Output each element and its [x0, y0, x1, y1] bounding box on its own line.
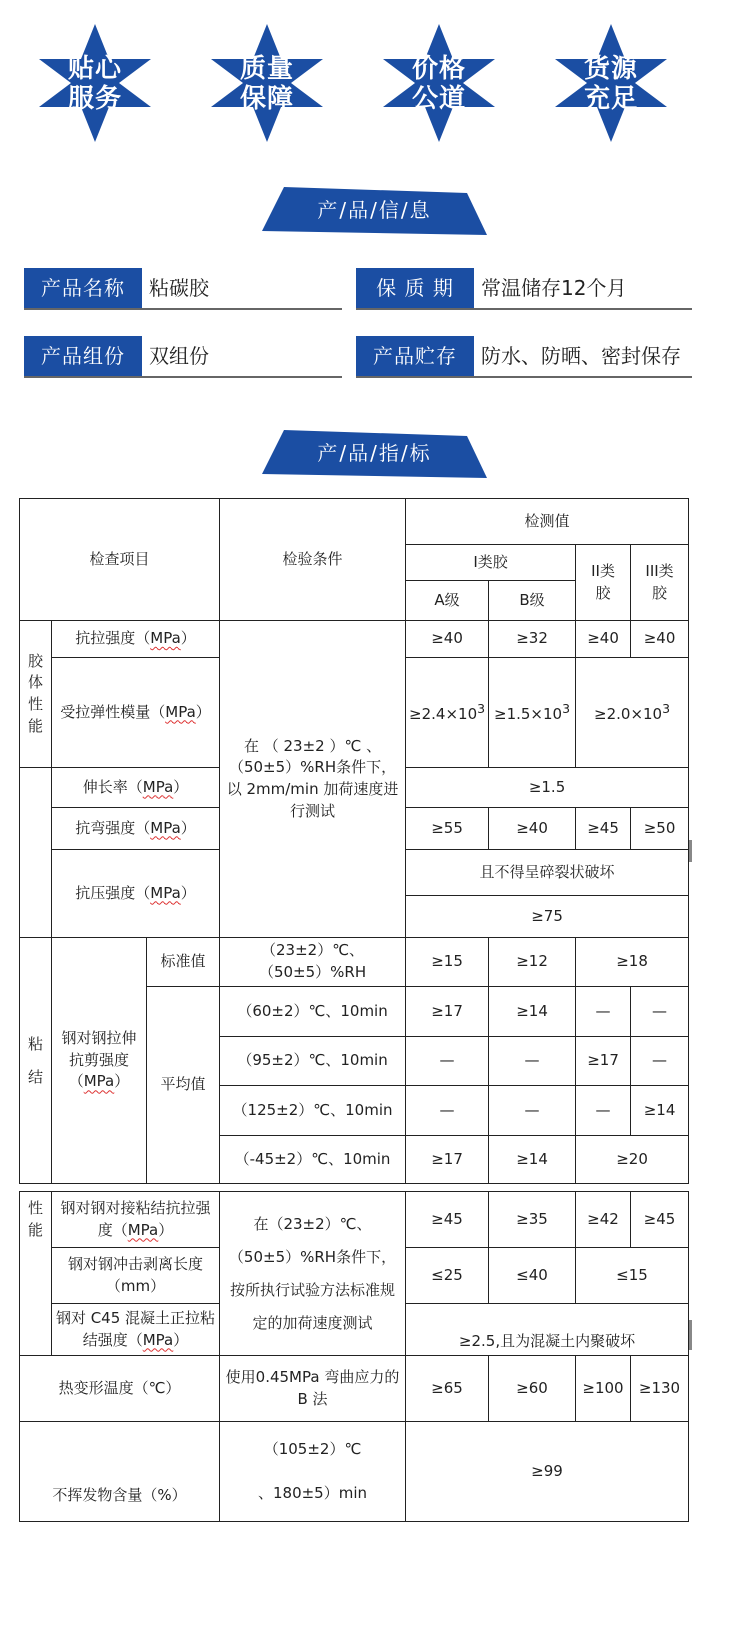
spec-table-1	[19, 498, 689, 1184]
header-class1: I类胶	[406, 545, 576, 581]
header-class3: III类胶	[631, 545, 689, 621]
item-butt-tensile: 钢对钢对接粘结抗拉强度（MPa）	[52, 1192, 220, 1248]
condition-95: （95±2）℃、10min	[220, 1037, 406, 1086]
value-cell: —	[406, 1086, 489, 1136]
value-cell: ≥14	[489, 987, 576, 1037]
section-banner-info	[262, 185, 487, 237]
value-cell: —	[631, 1037, 689, 1086]
badge-price: 价格 公道	[380, 24, 498, 142]
badge-service: 贴心 服务	[36, 24, 154, 142]
category-body-cont	[20, 768, 52, 938]
item-bending: 抗弯强度（MPa）	[52, 808, 220, 850]
value-cell: —	[489, 1037, 576, 1086]
value-cell: $\ge 2.4\times 10^3$	[406, 658, 489, 768]
value-cell: ≥40	[489, 808, 576, 850]
edge-mark	[689, 840, 692, 862]
value-cell: ≥32	[489, 621, 576, 658]
value-cell: —	[489, 1086, 576, 1136]
value-cell: ≥60	[489, 1356, 576, 1422]
value-cell: ≥35	[489, 1192, 576, 1248]
value-cell: $\ge 1.5\times 10^3$	[489, 658, 576, 768]
label-standard: 标准值	[147, 938, 220, 987]
condition-heat: 使用0.45MPa 弯曲应力的 B 法	[220, 1356, 406, 1422]
info-value-name: 粘碳胶	[149, 276, 209, 300]
value-cell: ≥17	[406, 1136, 489, 1184]
condition-minus45: （-45±2）℃、10min	[220, 1136, 406, 1184]
value-cell: ≤25	[406, 1248, 489, 1304]
header-grade-a: A级	[406, 581, 489, 621]
value-cell: ≥18	[576, 938, 689, 987]
label-average: 平均值	[147, 987, 220, 1184]
item-impact-peel: 钢对钢冲击剥离长度（mm）	[52, 1248, 220, 1304]
badge-supply: 货源 充足	[552, 24, 670, 142]
section-title-spec: 产/品/指/标	[317, 441, 432, 465]
section-title-info: 产/品/信/息	[317, 198, 432, 222]
item-compression: 抗压强度（MPa）	[52, 850, 220, 938]
value-cell: ≥14	[489, 1136, 576, 1184]
note-bending: 且不得呈碎裂状破坏	[406, 850, 689, 896]
item-c45-bond: 钢对 C45 混凝土正拉粘结强度（MPa）	[52, 1304, 220, 1356]
condition-nonvolatile: （105±2）℃ 、180±5）min	[220, 1422, 406, 1522]
value-cell: ≥15	[406, 938, 489, 987]
item-nonvolatile: 不挥发物含量（%）	[20, 1422, 220, 1522]
value-cell: ≥17	[406, 987, 489, 1037]
info-row-shelf	[356, 268, 692, 310]
info-value-shelf: 常温储存12个月	[481, 276, 627, 300]
item-shear: 钢对钢拉伸抗剪强度（MPa）	[52, 938, 147, 1184]
value-cell: ≥42	[576, 1192, 631, 1248]
value-cell: ≥55	[406, 808, 489, 850]
value-cell: ≥40	[631, 621, 689, 658]
info-label-shelf: 保 质 期	[356, 268, 474, 308]
value-cell: ≥20	[576, 1136, 689, 1184]
value-cell: ≥2.5,且为混凝土内聚破坏	[406, 1304, 689, 1356]
info-row-name	[24, 268, 342, 310]
item-modulus: 受拉弹性模量（MPa）	[52, 658, 220, 768]
value-cell: ≥40	[406, 621, 489, 658]
value-cell: ≤40	[489, 1248, 576, 1304]
value-cell: ≥99	[406, 1422, 689, 1522]
item-heat-deflection: 热变形温度（℃）	[20, 1356, 220, 1422]
item-elongation: 伸长率（MPa）	[52, 768, 220, 808]
edge-mark	[689, 1320, 692, 1350]
section-banner-spec	[262, 428, 487, 480]
condition-60: （60±2）℃、10min	[220, 987, 406, 1037]
value-cell: ≥45	[576, 808, 631, 850]
value-cell: ≥65	[406, 1356, 489, 1422]
value-cell: ≤15	[576, 1248, 689, 1304]
value-cell: —	[576, 987, 631, 1037]
category-bond: 粘结	[20, 938, 52, 1184]
item-tensile: 抗拉强度（MPa）	[52, 621, 220, 658]
category-performance: 性能	[20, 1192, 52, 1356]
condition-standard: （23±2）℃、（50±5）%RH	[220, 938, 406, 987]
spec-table-2	[19, 1191, 689, 1522]
value-cell: ≥14	[631, 1086, 689, 1136]
value-cell: ≥45	[406, 1192, 489, 1248]
value-cell: $\ge 2.0\times 10^3$	[576, 658, 689, 768]
category-body: 胶体性能	[20, 621, 52, 768]
value-cell: ≥75	[406, 896, 689, 938]
value-cell: ≥100	[576, 1356, 631, 1422]
value-cell: ≥12	[489, 938, 576, 987]
info-row-storage	[356, 336, 692, 378]
badge-quality: 质量 保障	[208, 24, 326, 142]
condition-body: 在 （ 23±2 ）℃ 、（50±5）%RH条件下，以 2mm/min 加荷速度进行测试	[220, 621, 406, 938]
value-cell: —	[631, 987, 689, 1037]
info-row-components	[24, 336, 342, 378]
header-condition: 检验条件	[220, 499, 406, 621]
condition-125: （125±2）℃、10min	[220, 1086, 406, 1136]
value-cell: ≥50	[631, 808, 689, 850]
value-cell: ≥17	[576, 1037, 631, 1086]
header-value: 检测值	[406, 499, 689, 545]
info-label-name: 产品名称	[24, 268, 142, 308]
info-value-storage: 防水、防晒、密封保存	[481, 344, 681, 368]
header-class2: II类胶	[576, 545, 631, 621]
value-cell: ≥130	[631, 1356, 689, 1422]
info-label-components: 产品组份	[24, 336, 142, 376]
info-value-components: 双组份	[149, 344, 209, 368]
value-cell: ≥45	[631, 1192, 689, 1248]
value-cell: —	[576, 1086, 631, 1136]
condition-performance: 在（23±2）℃、（50±5）%RH条件下，按所执行试验方法标准规定的加荷速度测试	[220, 1192, 406, 1356]
value-cell: ≥1.5	[406, 768, 689, 808]
info-label-storage: 产品贮存	[356, 336, 474, 376]
value-cell: —	[406, 1037, 489, 1086]
header-grade-b: B级	[489, 581, 576, 621]
value-cell: ≥40	[576, 621, 631, 658]
header-item: 检查项目	[20, 499, 220, 621]
